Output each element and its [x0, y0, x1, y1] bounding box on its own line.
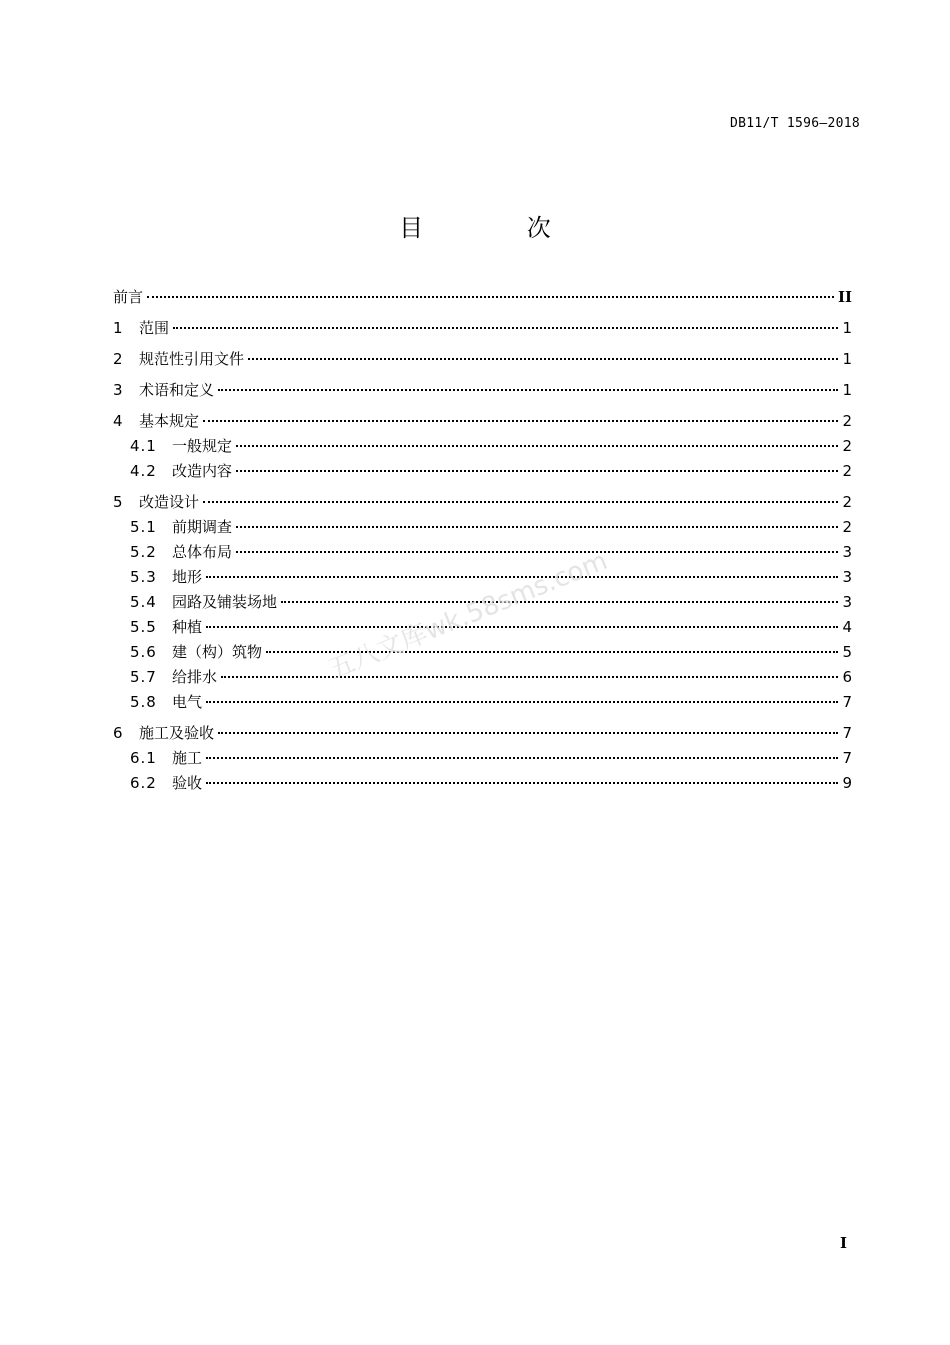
page-title: 目 次: [399, 214, 599, 242]
toc-entry-page: 9: [842, 774, 852, 792]
toc-entry-label: 电气: [172, 693, 203, 711]
toc-entry-label: 一般规定: [172, 437, 233, 455]
toc-dot-leader: [147, 296, 834, 298]
toc-entry[interactable]: [113, 287, 852, 307]
toc-entry-page: 6: [842, 668, 852, 686]
toc-entry-number: 5.5: [130, 618, 157, 636]
toc-entry-page: 1: [842, 319, 852, 337]
toc-entry[interactable]: [113, 667, 852, 687]
toc-entry-page: 2: [842, 437, 852, 455]
toc-entry-label: 给排水: [172, 668, 218, 686]
toc-dot-leader: [203, 501, 838, 503]
toc-entry-number: 3: [113, 381, 124, 399]
toc-entry-number: 6: [113, 724, 124, 742]
toc-entry-page: 3: [842, 568, 852, 586]
toc-entry-page: 2: [842, 462, 852, 480]
toc-entry-label: 种植: [172, 618, 203, 636]
toc-entry-page: 2: [842, 518, 852, 536]
toc-entry[interactable]: [113, 567, 852, 587]
toc-entry-number: 6.2: [130, 774, 157, 792]
toc-entry[interactable]: [113, 692, 852, 712]
toc-entry-label: 改造内容: [172, 462, 233, 480]
standard-code: DB11/T 1596—2018: [729, 116, 860, 131]
toc-entry-label: 施工及验收: [139, 724, 215, 742]
toc-entry-label: 前期调查: [172, 518, 233, 536]
toc-entry-label: 基本规定: [139, 412, 200, 430]
toc-dot-leader: [206, 701, 838, 703]
toc-entry-label: 验收: [172, 774, 203, 792]
toc-dot-leader: [206, 757, 838, 759]
toc-entry-label: 改造设计: [139, 493, 200, 511]
toc-entry-page: 1: [842, 350, 852, 368]
toc-entry[interactable]: [113, 349, 852, 369]
toc-entry-number: 5.3: [130, 568, 157, 586]
toc-dot-leader: [206, 782, 838, 784]
toc-entry-number: 5.8: [130, 693, 157, 711]
toc-entry-number: 5.4: [130, 593, 157, 611]
toc-entry-page: 2: [842, 412, 852, 430]
toc-entry-label: 总体布局: [172, 543, 233, 561]
toc-entry[interactable]: [113, 542, 852, 562]
toc-entry[interactable]: [113, 411, 852, 431]
table-of-contents: [113, 287, 852, 793]
toc-entry-label: 地形: [172, 568, 203, 586]
toc-entry-label: 范围: [139, 319, 170, 337]
toc-entry-page: 1: [842, 381, 852, 399]
toc-entry[interactable]: [113, 748, 852, 768]
toc-entry-page: 7: [842, 693, 852, 711]
toc-entry[interactable]: [113, 517, 852, 537]
toc-entry-page: 2: [842, 493, 852, 511]
toc-dot-leader: [203, 420, 838, 422]
toc-entry-number: 4.1: [130, 437, 157, 455]
toc-entry-label: 前言: [113, 288, 144, 306]
toc-entry[interactable]: [113, 436, 852, 456]
toc-entry-page: II: [837, 288, 852, 306]
page-number: I: [839, 1234, 847, 1252]
toc-entry[interactable]: [113, 492, 852, 512]
toc-entry[interactable]: [113, 461, 852, 481]
toc-entry[interactable]: [113, 318, 852, 338]
toc-entry-number: 5.2: [130, 543, 157, 561]
toc-entry-number: 5.1: [130, 518, 157, 536]
toc-entry[interactable]: [113, 380, 852, 400]
toc-entry-page: 4: [842, 618, 852, 636]
toc-entry-page: 7: [842, 724, 852, 742]
toc-dot-leader: [206, 626, 838, 628]
toc-entry-number: 4: [113, 412, 124, 430]
toc-entry-page: 7: [842, 749, 852, 767]
toc-entry-number: 5.7: [130, 668, 157, 686]
toc-dot-leader: [236, 526, 838, 528]
toc-entry-number: 5: [113, 493, 124, 511]
toc-entry-label: 术语和定义: [139, 381, 215, 399]
toc-entry-number: 6.1: [130, 749, 157, 767]
toc-entry-label: 规范性引用文件: [139, 350, 245, 368]
toc-entry-page: 3: [842, 543, 852, 561]
toc-dot-leader: [281, 601, 838, 603]
toc-entry-number: 2: [113, 350, 124, 368]
toc-entry-label: 建（构）筑物: [172, 643, 263, 661]
toc-entry-number: 5.6: [130, 643, 157, 661]
toc-entry-label: 园路及铺装场地: [172, 593, 278, 611]
watermark: 五八文库wk.58sms.com: [324, 545, 612, 686]
toc-dot-leader: [236, 445, 838, 447]
toc-entry[interactable]: [113, 773, 852, 793]
toc-dot-leader: [248, 358, 838, 360]
toc-entry-page: 5: [842, 643, 852, 661]
toc-entry-number: 1: [113, 319, 124, 337]
toc-entry[interactable]: [113, 642, 852, 662]
toc-entry[interactable]: [113, 723, 852, 743]
toc-entry-page: 3: [842, 593, 852, 611]
toc-dot-leader: [236, 551, 838, 553]
toc-dot-leader: [236, 470, 838, 472]
toc-entry-number: 4.2: [130, 462, 157, 480]
toc-dot-leader: [221, 676, 838, 678]
toc-dot-leader: [218, 732, 838, 734]
toc-dot-leader: [173, 327, 838, 329]
toc-entry-label: 施工: [172, 749, 203, 767]
toc-dot-leader: [218, 389, 838, 391]
